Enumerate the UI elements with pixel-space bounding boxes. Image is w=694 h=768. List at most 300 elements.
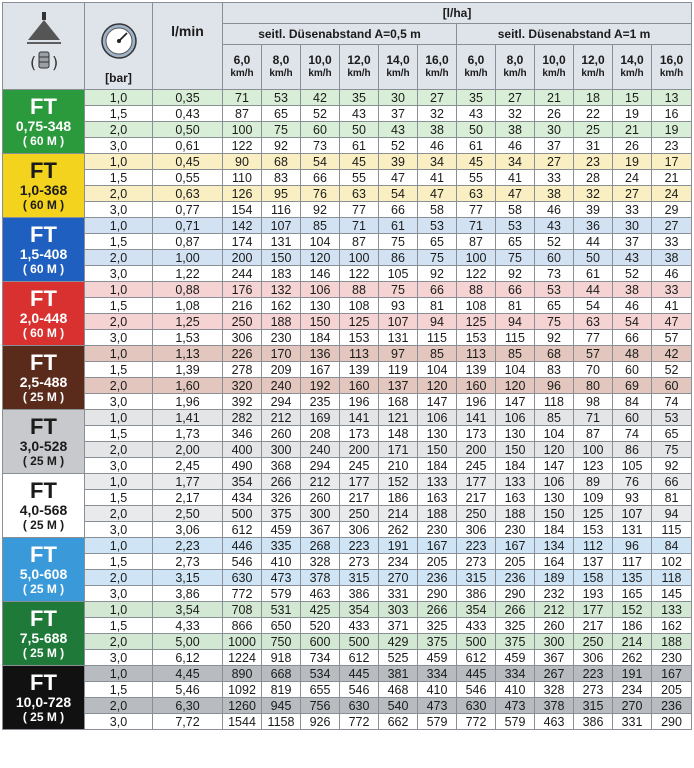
rate-cell-a05: 100 (340, 250, 379, 266)
pressure-gauge-icon (99, 21, 139, 61)
rate-cell-a05: 87 (340, 234, 379, 250)
rate-cell-a05: 534 (301, 666, 340, 682)
rate-cell-a05: 54 (301, 154, 340, 170)
rate-cell-a1: 65 (496, 234, 535, 250)
rate-cell-a1: 150 (496, 442, 535, 458)
pressure-header (85, 3, 153, 90)
rate-cell-a1: 57 (574, 346, 613, 362)
rate-cell-a05: 85 (301, 218, 340, 234)
pressure-cell: 1,0 (85, 282, 153, 298)
svg-text:(: ( (29, 52, 36, 72)
rate-cell-a05: 54 (379, 186, 418, 202)
speed-value: 16,0 (659, 53, 684, 67)
rate-cell-a05: 104 (301, 234, 340, 250)
rate-cell-a1: 137 (574, 554, 613, 570)
rate-cell-a05: 148 (379, 426, 418, 442)
table-row (3, 218, 692, 234)
rate-cell-a05: 306 (340, 522, 379, 538)
application-rate-header: [l/ha] (223, 3, 692, 24)
rate-cell-a05: 212 (301, 474, 340, 490)
rate-cell-a1: 306 (574, 650, 613, 666)
rate-cell-a1: 120 (496, 378, 535, 394)
pressure-cell: 2,0 (85, 186, 153, 202)
flow-rate-cell: 3,86 (153, 586, 223, 602)
rate-cell-a1: 75 (652, 442, 692, 458)
nozzle-code-label: 10,0-728 (15, 693, 72, 710)
speed-unit: km/h (581, 68, 605, 79)
speed-header (496, 45, 535, 90)
nozzle-label-cell (3, 602, 85, 666)
speed-value: 6,0 (467, 53, 485, 67)
table-row (3, 410, 692, 426)
rate-cell-a1: 53 (535, 282, 574, 298)
nozzle-code-label: 5,0-608 (19, 565, 68, 582)
rate-cell-a05: 68 (262, 154, 301, 170)
rate-cell-a1: 24 (652, 186, 692, 202)
rate-cell-a1: 250 (574, 634, 613, 650)
rate-cell-a1: 75 (496, 250, 535, 266)
rate-cell-a1: 65 (652, 426, 692, 442)
rate-cell-a1: 331 (613, 714, 652, 730)
rate-cell-a05: 708 (223, 602, 262, 618)
rate-cell-a1: 36 (574, 218, 613, 234)
unit-bar-label: [bar] (105, 71, 132, 85)
rate-cell-a05: 146 (301, 266, 340, 282)
speed-value: 10,0 (542, 53, 566, 67)
rate-cell-a1: 134 (535, 538, 574, 554)
rate-cell-a05: 110 (223, 170, 262, 186)
rate-cell-a1: 25 (574, 122, 613, 138)
rate-cell-a1: 50 (457, 122, 496, 138)
table-row (3, 698, 692, 714)
rate-cell-a1: 630 (457, 698, 496, 714)
table-row (3, 522, 692, 538)
rate-cell-a1: 546 (457, 682, 496, 698)
speed-value: 10,0 (308, 53, 332, 67)
rate-cell-a05: 630 (340, 698, 379, 714)
flow-rate-cell: 1,08 (153, 298, 223, 314)
rate-cell-a1: 54 (613, 314, 652, 330)
speed-header (262, 45, 301, 90)
rate-cell-a1: 230 (652, 650, 692, 666)
speed-header (613, 45, 652, 90)
rate-cell-a1: 500 (457, 634, 496, 650)
rate-cell-a05: 630 (223, 570, 262, 586)
rate-cell-a1: 13 (652, 90, 692, 106)
rate-cell-a1: 16 (652, 106, 692, 122)
rate-cell-a1: 214 (613, 634, 652, 650)
rate-cell-a1: 18 (574, 90, 613, 106)
rate-cell-a05: 300 (301, 506, 340, 522)
rate-cell-a05: 354 (340, 602, 379, 618)
pressure-cell: 2,0 (85, 506, 153, 522)
rate-cell-a1: 26 (613, 138, 652, 154)
rate-cell-a1: 163 (496, 490, 535, 506)
rate-cell-a1: 38 (496, 122, 535, 138)
rate-cell-a05: 71 (340, 218, 379, 234)
rate-cell-a05: 331 (379, 586, 418, 602)
rate-cell-a05: 278 (223, 362, 262, 378)
flow-rate-cell: 2,17 (153, 490, 223, 506)
rate-cell-a1: 290 (652, 714, 692, 730)
speed-value: 16,0 (425, 53, 449, 67)
rate-cell-a1: 30 (613, 218, 652, 234)
speed-unit: km/h (503, 68, 527, 79)
rate-cell-a05: 1224 (223, 650, 262, 666)
pressure-cell: 2,0 (85, 250, 153, 266)
rate-cell-a1: 80 (574, 378, 613, 394)
rate-cell-a05: 73 (301, 138, 340, 154)
rate-cell-a05: 77 (340, 202, 379, 218)
speed-header (223, 45, 262, 90)
rate-cell-a1: 217 (457, 490, 496, 506)
rate-cell-a05: 410 (418, 682, 457, 698)
rate-cell-a05: 75 (379, 234, 418, 250)
nozzle-code-label: 3,0-528 (19, 437, 68, 454)
rate-cell-a05: 334 (418, 666, 457, 682)
rate-cell-a1: 267 (535, 666, 574, 682)
rate-cell-a05: 226 (223, 346, 262, 362)
table-row (3, 426, 692, 442)
rate-cell-a05: 230 (418, 522, 457, 538)
rate-cell-a1: 83 (535, 362, 574, 378)
rate-cell-a05: 168 (379, 394, 418, 410)
rate-cell-a05: 540 (379, 698, 418, 714)
rate-cell-a1: 260 (535, 618, 574, 634)
speed-unit: km/h (425, 68, 449, 79)
rate-cell-a1: 98 (574, 394, 613, 410)
flow-rate-cell: 0,87 (153, 234, 223, 250)
flow-rate-cell: 2,23 (153, 538, 223, 554)
rate-cell-a05: 97 (379, 346, 418, 362)
rate-cell-a1: 81 (652, 490, 692, 506)
speed-header (301, 45, 340, 90)
rate-cell-a05: 463 (301, 586, 340, 602)
nozzle-ft-label: FT (30, 221, 57, 247)
rate-cell-a1: 43 (535, 218, 574, 234)
nozzle-label-cell (3, 538, 85, 602)
nozzle-label-cell (3, 474, 85, 538)
rate-cell-a1: 55 (457, 170, 496, 186)
flow-rate-cell: 1,22 (153, 266, 223, 282)
rate-cell-a05: 734 (301, 650, 340, 666)
rate-cell-a05: 546 (223, 554, 262, 570)
rate-cell-a1: 76 (613, 474, 652, 490)
rate-cell-a1: 65 (535, 298, 574, 314)
speed-unit: km/h (464, 68, 488, 79)
rate-cell-a05: 1260 (223, 698, 262, 714)
flow-rate-cell: 0,43 (153, 106, 223, 122)
rate-cell-a1: 47 (496, 186, 535, 202)
rate-cell-a05: 37 (379, 106, 418, 122)
rate-cell-a05: 250 (340, 506, 379, 522)
rate-cell-a1: 193 (574, 586, 613, 602)
rate-cell-a05: 120 (418, 378, 457, 394)
rate-cell-a1: 68 (535, 346, 574, 362)
rate-cell-a1: 150 (535, 506, 574, 522)
rate-cell-a05: 306 (223, 330, 262, 346)
flow-rate-cell: 1,13 (153, 346, 223, 362)
nozzle-size-label: ( 25 M ) (22, 645, 65, 660)
table-row (3, 586, 692, 602)
rate-cell-a05: 579 (262, 586, 301, 602)
rate-cell-a05: 240 (301, 442, 340, 458)
rate-cell-a1: 100 (457, 250, 496, 266)
flow-rate-cell: 2,45 (153, 458, 223, 474)
table-row (3, 506, 692, 522)
rate-cell-a05: 230 (262, 330, 301, 346)
rate-cell-a1: 63 (457, 186, 496, 202)
rate-cell-a05: 177 (340, 474, 379, 490)
rate-cell-a1: 410 (496, 682, 535, 698)
rate-cell-a1: 162 (652, 618, 692, 634)
rate-cell-a1: 43 (457, 106, 496, 122)
rate-cell-a05: 167 (301, 362, 340, 378)
pressure-cell: 2,0 (85, 378, 153, 394)
rate-cell-a05: 52 (301, 106, 340, 122)
rate-cell-a05: 772 (340, 714, 379, 730)
rate-cell-a05: 579 (418, 714, 457, 730)
flow-rate-cell: 3,54 (153, 602, 223, 618)
rate-cell-a1: 92 (496, 266, 535, 282)
pressure-cell: 1,5 (85, 618, 153, 634)
rate-cell-a1: 33 (652, 282, 692, 298)
rate-cell-a05: 150 (301, 314, 340, 330)
rate-cell-a05: 445 (340, 666, 379, 682)
rate-cell-a1: 81 (496, 298, 535, 314)
nozzle-size-label: ( 60 M ) (22, 325, 65, 340)
rate-cell-a1: 200 (457, 442, 496, 458)
rate-cell-a05: 500 (340, 634, 379, 650)
rate-cell-a1: 46 (613, 298, 652, 314)
flow-rate-cell: 3,15 (153, 570, 223, 586)
rate-cell-a1: 19 (652, 122, 692, 138)
rate-cell-a1: 60 (535, 250, 574, 266)
rate-cell-a05: 130 (301, 298, 340, 314)
flow-rate-cell: 1,25 (153, 314, 223, 330)
rate-cell-a05: 668 (262, 666, 301, 682)
rate-cell-a05: 223 (340, 538, 379, 554)
rate-cell-a05: 116 (262, 202, 301, 218)
rate-cell-a05: 163 (418, 490, 457, 506)
rate-cell-a1: 378 (535, 698, 574, 714)
rate-cell-a05: 1092 (223, 682, 262, 698)
table-row (3, 266, 692, 282)
rate-cell-a1: 205 (496, 554, 535, 570)
rate-cell-a1: 87 (457, 234, 496, 250)
rate-cell-a05: 133 (418, 474, 457, 490)
table-row (3, 538, 692, 554)
rate-cell-a1: 147 (535, 458, 574, 474)
rate-cell-a05: 260 (301, 490, 340, 506)
rate-cell-a05: 150 (418, 442, 457, 458)
rate-cell-a05: 141 (340, 410, 379, 426)
rate-cell-a1: 130 (496, 426, 535, 442)
speed-header (379, 45, 418, 90)
rate-cell-a05: 531 (262, 602, 301, 618)
rate-cell-a1: 84 (613, 394, 652, 410)
rate-cell-a05: 326 (262, 490, 301, 506)
table-row (3, 650, 692, 666)
pressure-cell: 2,0 (85, 122, 153, 138)
rate-cell-a1: 33 (652, 234, 692, 250)
rate-cell-a1: 75 (535, 314, 574, 330)
rate-cell-a1: 205 (652, 682, 692, 698)
rate-cell-a1: 58 (496, 202, 535, 218)
rate-cell-a05: 335 (262, 538, 301, 554)
rate-cell-a1: 445 (457, 666, 496, 682)
rate-cell-a1: 21 (613, 122, 652, 138)
rate-cell-a1: 236 (496, 570, 535, 586)
flow-rate-cell: 0,88 (153, 282, 223, 298)
rate-cell-a05: 300 (262, 442, 301, 458)
rate-cell-a1: 52 (652, 362, 692, 378)
rate-cell-a05: 113 (340, 346, 379, 362)
rate-cell-a1: 177 (574, 602, 613, 618)
rate-cell-a05: 130 (418, 426, 457, 442)
rate-cell-a1: 94 (496, 314, 535, 330)
rate-cell-a1: 84 (652, 538, 692, 554)
pressure-cell: 1,5 (85, 170, 153, 186)
rate-cell-a05: 1158 (262, 714, 301, 730)
pressure-cell: 2,0 (85, 698, 153, 714)
table-row (3, 282, 692, 298)
rate-cell-a05: 236 (418, 570, 457, 586)
nozzle-label-cell (3, 90, 85, 154)
table-row (3, 362, 692, 378)
rate-cell-a05: 1544 (223, 714, 262, 730)
rate-cell-a05: 400 (223, 442, 262, 458)
rate-cell-a1: 47 (652, 314, 692, 330)
rate-cell-a05: 45 (340, 154, 379, 170)
rate-cell-a1: 147 (496, 394, 535, 410)
rate-cell-a1: 115 (496, 330, 535, 346)
rate-cell-a05: 368 (262, 458, 301, 474)
rate-cell-a1: 236 (652, 698, 692, 714)
rate-cell-a1: 32 (574, 186, 613, 202)
rate-cell-a1: 24 (613, 170, 652, 186)
rate-cell-a05: 200 (340, 442, 379, 458)
rate-cell-a05: 750 (262, 634, 301, 650)
pressure-cell: 1,5 (85, 682, 153, 698)
rate-cell-a05: 173 (340, 426, 379, 442)
nozzle-ft-label: FT (30, 349, 57, 375)
rate-cell-a1: 153 (457, 330, 496, 346)
rate-cell-a05: 169 (301, 410, 340, 426)
rate-cell-a05: 429 (379, 634, 418, 650)
rate-cell-a05: 131 (379, 330, 418, 346)
rate-cell-a05: 139 (340, 362, 379, 378)
nozzle-size-label: ( 25 M ) (22, 581, 65, 596)
pressure-cell: 3,0 (85, 138, 153, 154)
rate-cell-a05: 94 (418, 314, 457, 330)
rate-cell-a1: 17 (652, 154, 692, 170)
rate-cell-a1: 262 (613, 650, 652, 666)
rate-cell-a05: 39 (379, 154, 418, 170)
rate-cell-a1: 386 (574, 714, 613, 730)
rate-cell-a05: 174 (223, 234, 262, 250)
rate-cell-a05: 425 (301, 602, 340, 618)
rate-cell-a05: 53 (418, 218, 457, 234)
rate-cell-a1: 133 (652, 602, 692, 618)
rate-cell-a05: 162 (262, 298, 301, 314)
nozzle-ft-label: FT (30, 477, 57, 503)
flow-rate-cell: 4,45 (153, 666, 223, 682)
rate-cell-a1: 177 (457, 474, 496, 490)
rate-cell-a1: 579 (496, 714, 535, 730)
rate-cell-a05: 122 (223, 138, 262, 154)
rate-cell-a1: 19 (613, 154, 652, 170)
rate-cell-a05: 270 (379, 570, 418, 586)
flow-rate-cell: 4,33 (153, 618, 223, 634)
rate-cell-a1: 39 (574, 202, 613, 218)
rate-cell-a1: 60 (613, 410, 652, 426)
rate-cell-a05: 546 (340, 682, 379, 698)
rate-cell-a1: 188 (496, 506, 535, 522)
rate-cell-a05: 473 (418, 698, 457, 714)
rate-cell-a1: 53 (496, 218, 535, 234)
rate-cell-a05: 250 (223, 314, 262, 330)
rate-cell-a1: 38 (535, 186, 574, 202)
rate-cell-a05: 650 (262, 618, 301, 634)
rate-cell-a1: 118 (652, 570, 692, 586)
table-row (3, 666, 692, 682)
rate-cell-a05: 55 (340, 170, 379, 186)
rate-cell-a05: 392 (223, 394, 262, 410)
rate-cell-a1: 184 (496, 458, 535, 474)
rate-cell-a05: 890 (223, 666, 262, 682)
rate-cell-a05: 490 (223, 458, 262, 474)
table-row (3, 442, 692, 458)
rate-cell-a05: 104 (418, 362, 457, 378)
nozzle-size-label: ( 25 M ) (22, 709, 65, 724)
rate-cell-a1: 113 (457, 346, 496, 362)
rate-cell-a05: 866 (223, 618, 262, 634)
pressure-cell: 2,0 (85, 570, 153, 586)
rate-cell-a1: 300 (535, 634, 574, 650)
nozzle-ft-label: FT (30, 541, 57, 567)
rate-cell-a05: 87 (223, 106, 262, 122)
rate-cell-a1: 158 (574, 570, 613, 586)
rate-cell-a05: 188 (262, 314, 301, 330)
rate-cell-a1: 118 (535, 394, 574, 410)
pressure-cell: 1,0 (85, 346, 153, 362)
rate-cell-a1: 89 (574, 474, 613, 490)
pressure-cell: 3,0 (85, 266, 153, 282)
rate-cell-a05: 46 (418, 138, 457, 154)
table-row (3, 394, 692, 410)
rate-cell-a05: 266 (262, 474, 301, 490)
rate-cell-a1: 165 (613, 586, 652, 602)
rate-cell-a1: 31 (574, 138, 613, 154)
rate-cell-a05: 240 (262, 378, 301, 394)
rate-cell-a1: 135 (613, 570, 652, 586)
rate-cell-a05: 210 (379, 458, 418, 474)
rate-cell-a1: 93 (613, 490, 652, 506)
rate-cell-a1: 334 (496, 666, 535, 682)
rate-cell-a05: 612 (340, 650, 379, 666)
rate-cell-a05: 71 (223, 90, 262, 106)
nozzle-label-cell (3, 410, 85, 474)
rate-cell-a1: 125 (457, 314, 496, 330)
rate-cell-a1: 125 (574, 506, 613, 522)
rate-cell-a05: 47 (418, 186, 457, 202)
rate-cell-a05: 176 (223, 282, 262, 298)
rate-cell-a05: 160 (340, 378, 379, 394)
rate-cell-a05: 290 (418, 586, 457, 602)
rate-cell-a05: 60 (301, 122, 340, 138)
rate-cell-a05: 150 (262, 250, 301, 266)
